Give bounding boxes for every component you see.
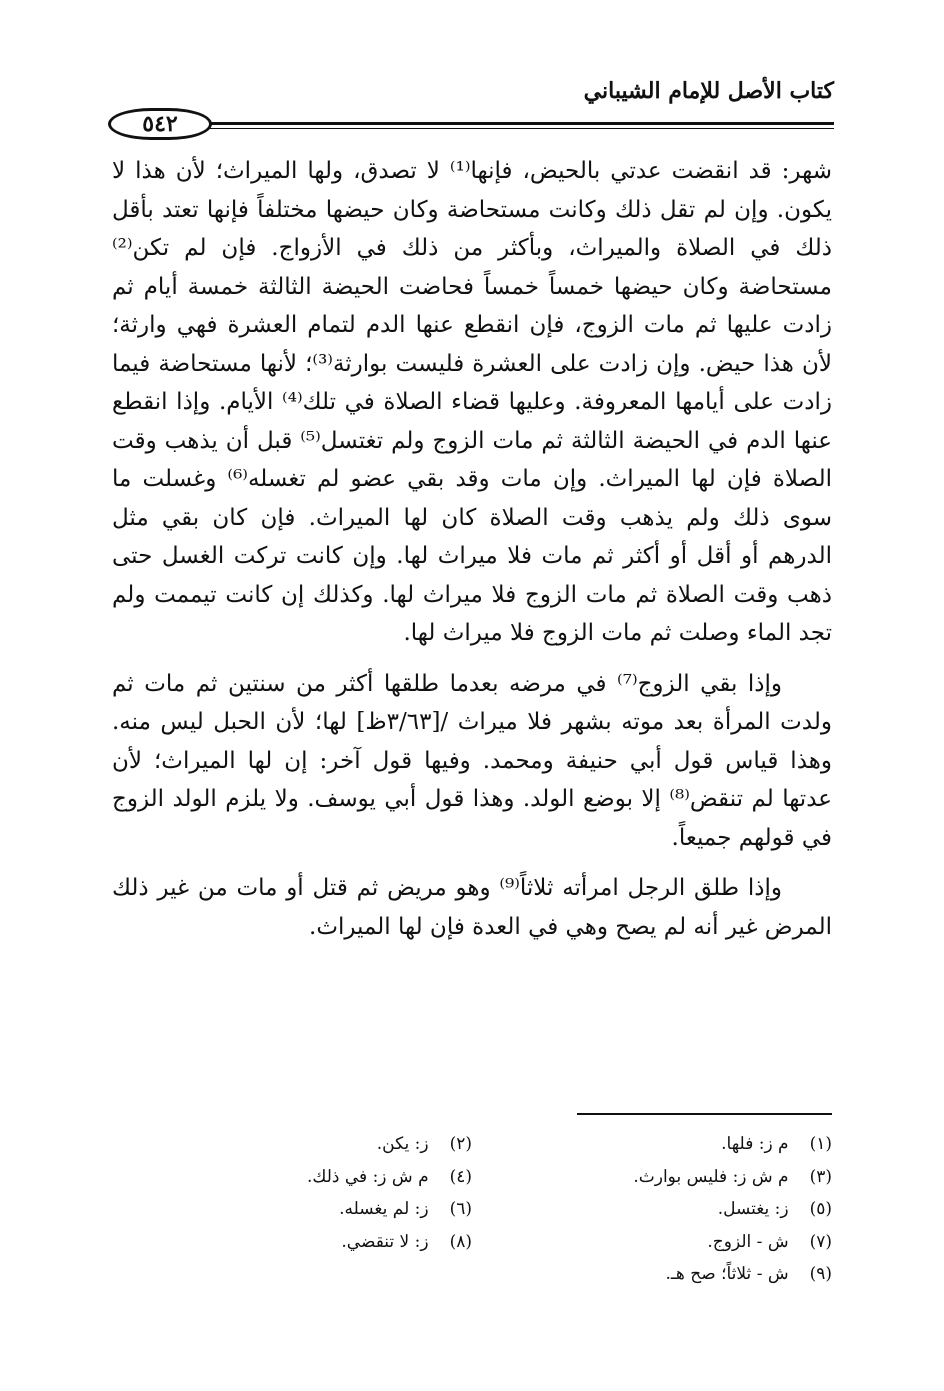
footnote-text: ز: يغتسل. bbox=[717, 1199, 789, 1219]
footnote-row bbox=[112, 1226, 832, 1259]
paragraph-1: شهر: قد انقضت عدتي بالحيض، فإنها⁽¹⁾ لا تصدق، ولها الميراث؛ لأن هذا لا يكون. وإن لم تقل ذلك وكانت مستحاضة وكان حيضها مختلفاً فإنها تعتد بأقل ذلك في الصلاة والميراث، وبأكثر من ذلك في الأزواج. فإن لم تكن⁽²⁾ مستحاضة وكان حيضها خمساً خمساً فحاضت الحيضة الثالثة خمسة أيام ثم زادت عليها ثم مات الزوج، فإن انقطع عنها الدم لتمام العشرة فهي وارثة؛ لأن هذا حيض. وإن زادت على العشرة فليست بوارثة⁽³⁾؛ لأنها مستحاضة فيما زادت على أيامها المعروفة. وعليها قضاء الصلاة في تلك⁽⁴⁾ الأيام. وإذا انقطع عنها الدم في الحيضة الثالثة ثم مات الزوج ولم تغتسل⁽⁵⁾ قبل أن يذهب وقت الصلاة فإن لها الميراث. وإن مات وقد بقي عضو لم تغسله⁽⁶⁾ وغسلت ما سوى ذلك ولم يذهب وقت الصلاة كان لها الميراث. فإن كان بقي مثل الدرهم أو أقل أو أكثر ثم مات فلا ميراث لها. وإن كانت تركت الغسل حتى ذهب وقت الصلاة ثم مات الزوج فلا ميراث لها. وكذلك إن كانت تيممت ولم تجد الماء وصلت ثم مات الزوج فلا ميراث لها. bbox=[112, 158, 833, 646]
footnote-number: (٧) bbox=[809, 1231, 832, 1252]
footnote-text: م ش ز: في ذلك. bbox=[306, 1166, 429, 1187]
footnote-number: (٢) bbox=[449, 1134, 472, 1154]
footnote-8 bbox=[112, 1226, 472, 1259]
footnote-separator bbox=[577, 1113, 832, 1115]
footnote-2 bbox=[112, 1128, 472, 1161]
footnote-7 bbox=[472, 1226, 832, 1259]
footnote-row bbox=[112, 1128, 832, 1161]
footnote-4 bbox=[112, 1161, 472, 1194]
footnote-row bbox=[112, 1193, 832, 1226]
footnote-number: (٤) bbox=[449, 1166, 472, 1187]
footnote-text: ز: لا تنقضي. bbox=[341, 1231, 429, 1252]
footnotes bbox=[112, 1128, 832, 1291]
paragraph-2: وإذا بقي الزوج⁽⁷⁾ في مرضه بعدما طلقها أكثر من سنتين ثم مات ثم ولدت المرأة بعد موته بشهر فلا ميراث /[٣/٦٣ظ] لها؛ لأن الحبل ليس منه. وهذا قياس قول أبي حنيفة ومحمد. وفيها قول آخر: إن لها الميراث؛ لأن عدتها لم تنقض⁽⁸⁾ إلا بوضع الولد. وهذا قول أبي يوسف. ولا يلزم الولد الزوج في قولهم جميعاً. bbox=[112, 670, 832, 851]
footnote-3 bbox=[472, 1161, 832, 1194]
footnote-number: (١) bbox=[809, 1134, 832, 1154]
paragraph-3: وإذا طلق الرجل امرأته ثلاثاً⁽⁹⁾ وهو مريض ثم قتل أو مات من غير ذلك المرض غير أنه لم يصح وهي في العدة فإن لها الميراث. bbox=[112, 875, 832, 940]
footnote-text: م ز: فلها. bbox=[721, 1134, 789, 1154]
footnote-text: ش - ثلاثاً؛ صح هـ. bbox=[665, 1264, 789, 1284]
footnote-text: ز: لم يغسله. bbox=[339, 1199, 429, 1219]
footnote-row bbox=[112, 1258, 832, 1291]
footnote-9 bbox=[472, 1258, 832, 1291]
footnote-number: (٦) bbox=[449, 1199, 472, 1219]
footnote-text: ش - الزوج. bbox=[707, 1231, 789, 1252]
footnote-number: (٥) bbox=[809, 1199, 832, 1219]
footnote-text: ز: يكن. bbox=[376, 1134, 429, 1154]
footnote-text: م ش ز: فليس بوارث. bbox=[633, 1166, 789, 1187]
body-text bbox=[112, 152, 832, 958]
header-rule bbox=[115, 122, 834, 125]
running-title: كتاب الأصل للإمام الشيباني bbox=[583, 78, 834, 104]
footnote-number: (٩) bbox=[809, 1264, 832, 1284]
footnote-number: (٨) bbox=[449, 1231, 472, 1252]
header-rule-thin bbox=[115, 128, 834, 129]
page-number-badge bbox=[108, 108, 212, 140]
footnote-6 bbox=[112, 1193, 472, 1226]
footnote-row bbox=[112, 1161, 832, 1194]
footnote-5 bbox=[472, 1193, 832, 1226]
footnote-number: (٣) bbox=[809, 1166, 832, 1187]
page-number: ٥٤٢ bbox=[142, 111, 178, 137]
footnote-1 bbox=[472, 1128, 832, 1161]
